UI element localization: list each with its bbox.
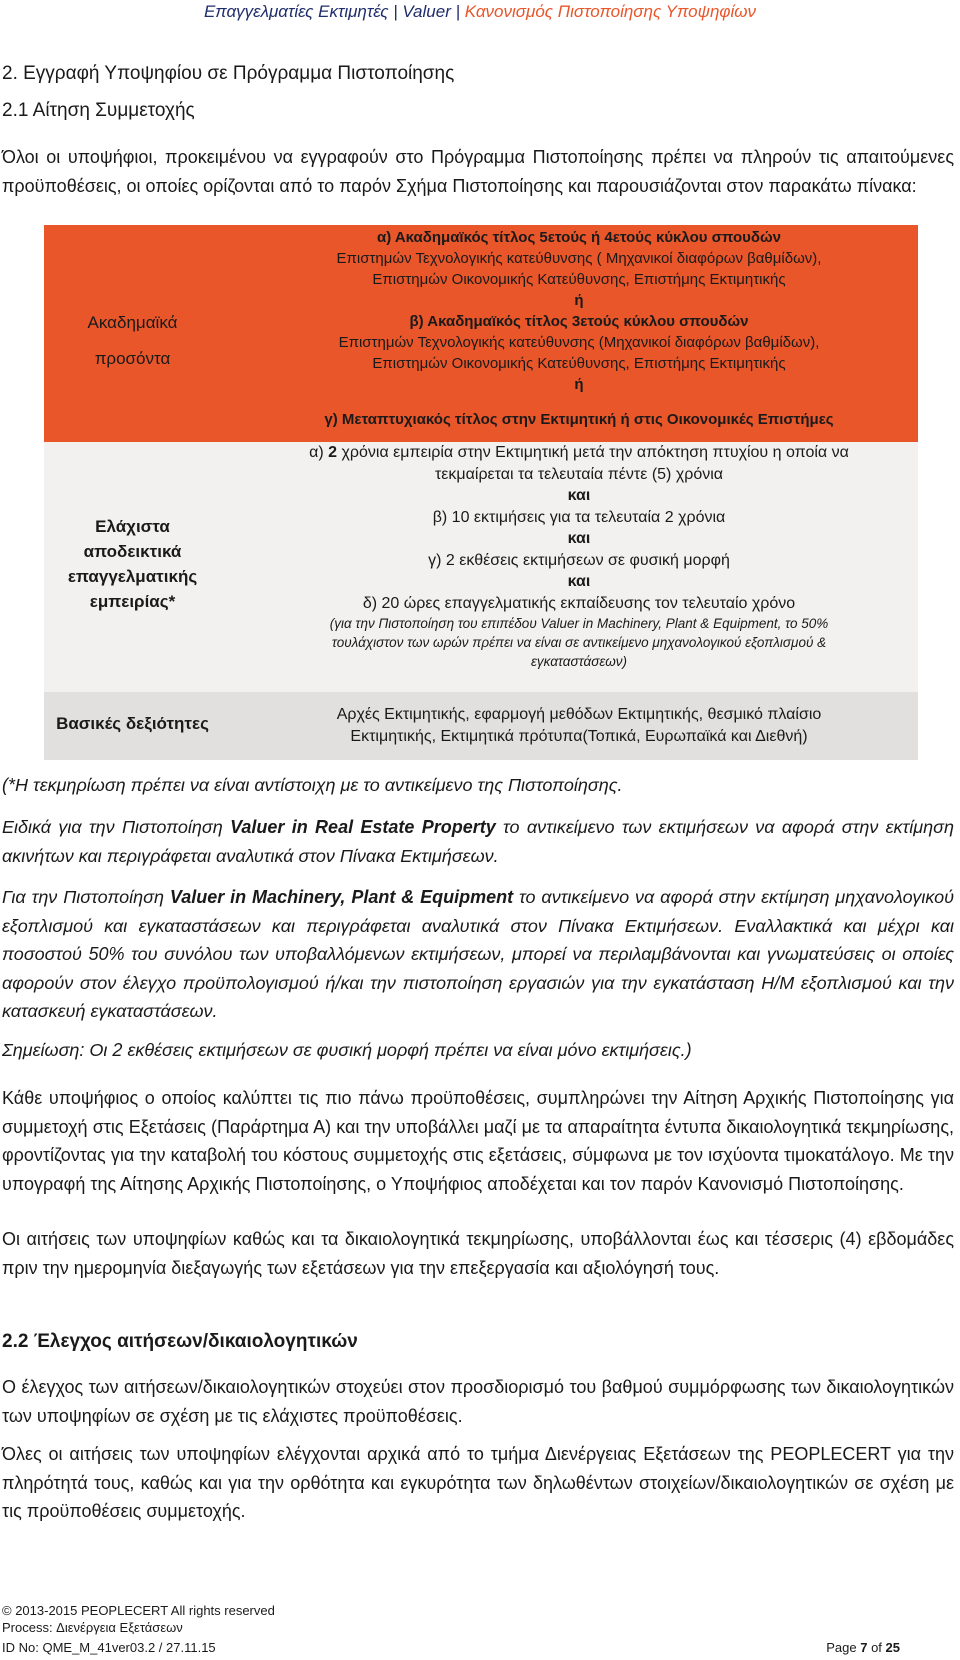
paragraph-check-process: Όλες οι αιτήσεις των υποψηφίων ελέγχονται αρχικά από το τμήμα Διενέργειας Εξετάσεων της PEOPLECERT για την πληρότητά τους, καθώς και για την ορθότητα και εγκυρότητα των δηλωθέντων στοιχείων/δικαιολογητικών σε σχέση με τις προϋποθέσεις συμμετοχής. [2,1444,954,1521]
running-header [0,2,960,22]
section-2-1-heading: 2.1 Αίτηση Συμμετοχής [2,100,195,121]
note-real-estate: Ειδικά για την Πιστοποίηση Valuer in Real Estate Property το αντικείμενο των εκτιμήσεων να αφορά στην εκτίμηση ακινήτων και περιγράφεται αναλυτικά στον Πίνακα Εκτιμήσεων. [2,817,954,866]
footer-process: Process: Διενέργεια Εξετάσεων [2,1620,183,1635]
table-row-academic [44,225,918,442]
intro-paragraph: Όλοι οι υποψήφιοι, προκειμένου να εγγραφούν στο Πρόγραμμα Πιστοποίησης πρέπει να πληρούν τις απαιτούμενες προϋποθέσεις, οι οποίες ορίζονται από το παρόν Σχήμα Πιστοποίησης και παρουσιάζονται στον παρακάτω πίνακα: [2,147,954,196]
row-content-experience: α) 2 χρόνια εμπειρία στην Εκτιμητική μετά την απόκτηση πτυχίου η οποία να τεκμαίρεται τα τελευταία πέντε (5) χρόνια και β) 10 εκτιμήσεις για τα τελευταία 2 χρόνια και γ) 2 εκθέσεις εκτιμήσεων σε φυσική μορφή και δ) 20 ώρες επαγγελματικής εκπαίδευσης τον τελευταίο χρόνο (για την Πιστοποίηση του επιπέδου Valuer in Machinery, Plant & Equipment, το 50% τουλάχιστον των ωρών πρέπει να είναι σε αντικείμενο μηχανολογικού εξοπλισμού & εγκαταστάσεων) [309,444,849,669]
paragraph-application: Κάθε υποψήφιος ο οποίος καλύπτει τις πιο πάνω προϋποθέσεις, συμπληρώνει την Αίτηση Αρχικής Πιστοποίησης για συμμετοχή στις Εξετάσεις (Παράρτημα Α) και την υποβάλλει μαζί με τα απαραίτητα έντυπα δικαιολογητικά τεκμηρίωσης, φροντίζοντας για την καταβολή του κόστους συμμετοχής στις εξετάσεις, σύμφωνα με τον ισχύοντα τιμοκατάλογο. Με την υπογραφή της Αίτησης Αρχικής Πιστοποίησης, ο Υποψήφιος αποδέχεται και τον παρόν Κανονισμό Πιστοποίησης. [2,1088,954,1194]
row-content-skills: Αρχές Εκτιμητικής, εφαρμογή μεθόδων Εκτιμητικής, θεσμικό πλαίσιο Εκτιμητικής, Εκτιμητικά πρότυπα(Τοπικά, Ευρωπαϊκά και Διεθνή) [336,706,822,745]
table-row-skills [44,692,918,760]
section-2-heading: 2. Εγγραφή Υποψηφίου σε Πρόγραμμα Πιστοποίησης [2,63,455,84]
paragraph-check-purpose: Ο έλεγχος των αιτήσεων/δικαιολογητικών στοχεύει στον προσδιορισμό του βαθμού συμμόρφωσης των δικαιολογητικών των υποψηφίων σε σχέση με τις ελάχιστες προϋποθέσεις. [2,1377,954,1426]
row-label-academic: Ακαδημαϊκά προσόντα [87,313,178,368]
note-documentation: (*Η τεκμηρίωση πρέπει να είναι αντίστοιχη με το αντικείμενο της Πιστοποίησης. [2,775,623,795]
header-subtitle: Κανονισμός Πιστοποίησης Υποψηφίων [464,2,757,21]
table-row-experience [44,442,918,692]
note-remark: Σημείωση: Οι 2 εκθέσεις εκτιμήσεων σε φυσική μορφή πρέπει να είναι μόνο εκτιμήσεις.) [2,1040,692,1060]
section-2-2-heading: 2.2 Έλεγχος αιτήσεων/δικαιολογητικών [2,1331,358,1352]
note-machinery: Για την Πιστοποίηση Valuer in Machinery, Plant & Equipment το αντικείμενο να αφορά στην εκτίμηση μηχανολογικού εξοπλισμού και εγκαταστάσεων και περιγράφεται αναλυτικά στον Πίνακα Εκτιμήσεων. Εναλλακτικά και μέχρι και ποσοστού 50% του συνόλου των υποβαλλόμενων εκτιμήσεων, μπορεί να περιλαμβάνονται και γνωματεύσεις οι οποίες αφορούν στον έλεγχο προϋπολογισμού ή/και την πιστοποίηση εργασιών για την εγκατάσταση Η/Μ εξοπλισμού και την κατασκευή εγκαταστάσεων. [2,887,955,1021]
footer-page-number: Page 7 of 25 [826,1640,900,1655]
row-label-experience: Ελάχιστα αποδεικτικά επαγγελματικής εμπειρίας* [67,517,198,611]
row-label-skills: Βασικές δεξιότητες [56,714,209,733]
footer-id: ID No: QME_M_41ver03.2 / 27.11.15 [2,1640,216,1655]
paragraph-deadline: Οι αιτήσεις των υποψηφίων καθώς και τα δικαιολογητικά τεκμηρίωσης, υποβάλλονται έως και τέσσερις (4) εβδομάδες πριν την ημερομηνία διεξαγωγής των εξετάσεων για την επεξεργασία και αξιολόγησή τους. [2,1229,954,1278]
header-title: Επαγγελματίες Εκτιμητές | Valuer | [203,2,465,21]
footer-copyright: © 2013-2015 PEOPLECERT All rights reserved [2,1603,275,1618]
row-content-academic: α) Ακαδημαϊκός τίτλος 5ετούς ή 4ετούς κύκλου σπουδών Επιστημών Τεχνολογικής κατεύθυνσης ( Μηχανικοί διαφόρων βαθμίδων), Επιστημών Οικονομικής Κατεύθυνσης, Επιστήμης Εκτιμητικής ή β) Ακαδημαϊκός τίτλος 3ετούς κύκλου σπουδών Επιστημών Τεχνολογικής κατεύθυνσης (Μηχανικοί διαφόρων βαθμίδων), Επιστημών Οικονομικής Κατεύθυνσης, Επιστήμης Εκτιμητικής ή γ) Μεταπτυχιακός τίτλος στην Εκτιμητική ή στις Οικονομικές Επιστήμες [324,229,834,428]
